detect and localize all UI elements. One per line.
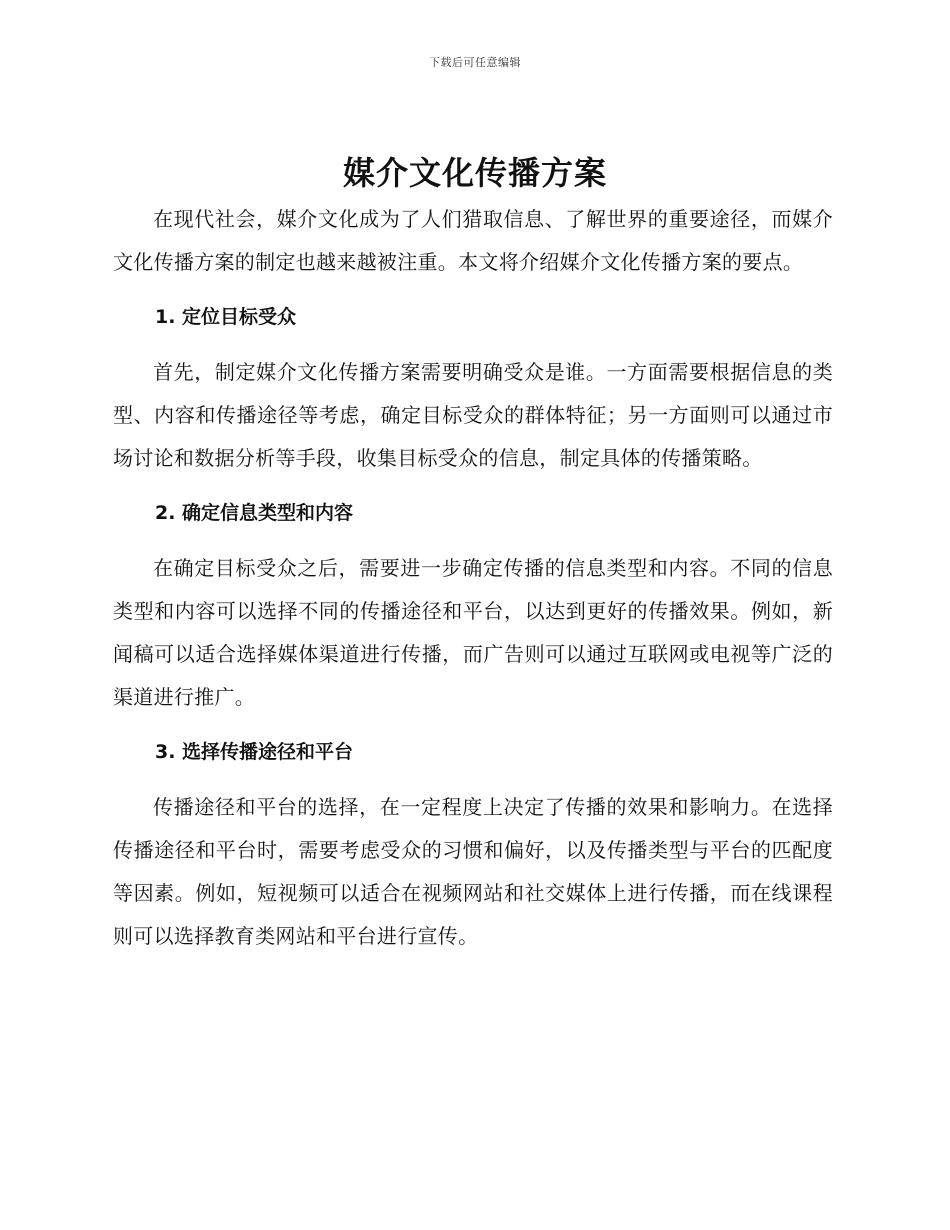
section-paragraph-1: 首先，制定媒介文化传播方案需要明确受众是谁。一方面需要根据信息的类型、内容和传播途径等考虑，确定目标受众的群体特征；另一方面则可以通过市场讨论和数据分析等手段，收集目标受众的信息，制定具体的传播策略。 bbox=[113, 360, 833, 470]
document-title: 媒介文化传播方案 bbox=[342, 154, 607, 192]
section-heading-1: 1. 定位目标受众 bbox=[155, 306, 297, 328]
section-heading-2: 2. 确定信息类型和内容 bbox=[155, 502, 354, 524]
section-heading-3: 3. 选择传播途径和平台 bbox=[155, 741, 354, 763]
intro-paragraph: 在现代社会，媒介文化成为了人们猎取信息、了解世界的重要途径，而媒介文化传播方案的制定也越来越被注重。本文将介绍媒介文化传播方案的要点。 bbox=[113, 207, 833, 274]
section-paragraph-2: 在确定目标受众之后，需要进一步确定传播的信息类型和内容。不同的信息类型和内容可以选择不同的传播途径和平台，以达到更好的传播效果。例如，新闻稿可以适合选择媒体渠道进行传播，而广告则可以通过互联网或电视等广泛的渠道进行推广。 bbox=[113, 556, 833, 709]
header-note: 下载后可任意编辑 bbox=[429, 56, 521, 69]
document-body bbox=[113, 198, 833, 958]
section-paragraph-3: 传播途径和平台的选择，在一定程度上决定了传播的效果和影响力。在选择传播途径和平台时，需要考虑受众的习惯和偏好，以及传播类型与平台的匹配度等因素。例如，短视频可以适合在视频网站和社交媒体上进行传播，而在线课程则可以选择教育类网站和平台进行宣传。 bbox=[113, 795, 833, 948]
